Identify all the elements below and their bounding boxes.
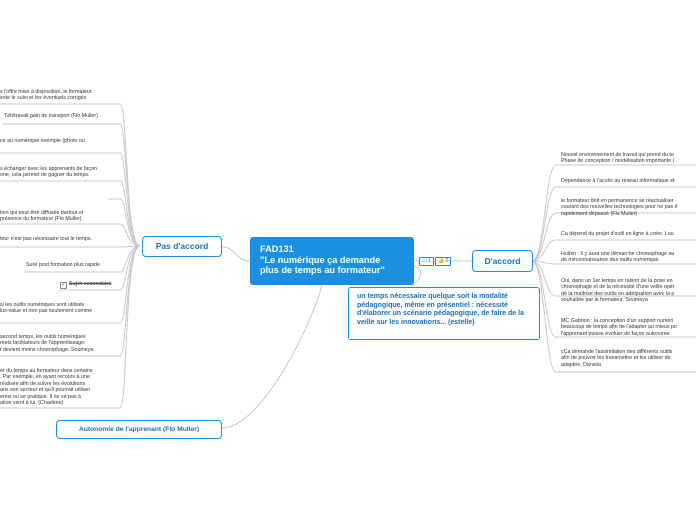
leaf-left-4[interactable]: s échanger avec les apprenants de façon one, cela permet de gagner du temps. bbox=[0, 166, 97, 179]
leaf-right-3[interactable]: le formateur doit en permanence se réactualiser courant des nouvelles technologies pour ne pas ê rapidement dépassé (Flo Muller) bbox=[561, 198, 678, 217]
leaf-right-4[interactable]: Ca dépend du projet d'outil en ligne à créer. Lou bbox=[561, 231, 674, 237]
branch-daccord[interactable]: D'accord bbox=[472, 250, 533, 272]
callout-note[interactable]: un temps nécessaire quelque soit la modalité pédagogique, même en présentiel : nécessité d'élaborer un scénario pédagogique, de faire de la veille sur les innovations... (estelle) bbox=[348, 287, 540, 340]
checkbox-checked-icon[interactable]: ✓ bbox=[61, 282, 66, 288]
leaf-left-11[interactable]: er du temps au formateur dans certains . Par exemple, en ayant recours à une réalisée afin de suivre les évolutions ans son secteur et qu'il pourrait utiliser enus ou se pratique. Il ne va pas à ation vient à lui. (Charlène) bbox=[0, 368, 93, 407]
central-topic-line2: "Le numérique ça demande bbox=[260, 254, 381, 265]
leaf-left-9[interactable]: si les outils numériques sont utilisés lus-value et non pas seulement comme bbox=[0, 302, 93, 315]
leaf-right-2[interactable]: Dépendance à l'accès au réseau informatique et bbox=[561, 178, 675, 184]
comment-count-badge[interactable] bbox=[419, 257, 434, 266]
leaf-left-5[interactable]: tion qui peut être diffusée partout et présence du formateur (Flo Muller) bbox=[0, 210, 84, 223]
leaf-right-1[interactable]: Nouvel environnement de travail qui prend du te Phase de conception / modélisation importante ( bbox=[561, 152, 675, 165]
central-topic-line3: plus de temps au formateur" bbox=[260, 265, 385, 275]
leaf-left-2[interactable]: Télétravail gain de transport (Flo Muller) bbox=[4, 113, 98, 119]
like-count-badge[interactable] bbox=[435, 257, 451, 266]
central-topic-line1: FAD131 bbox=[260, 244, 294, 254]
branch-pas-daccord[interactable]: Pas d'accord bbox=[142, 236, 222, 257]
central-topic[interactable] bbox=[250, 237, 414, 285]
thumbs-up-icon: 👍 bbox=[438, 258, 445, 264]
comment-count: 1 bbox=[428, 258, 431, 264]
leaf-left-7[interactable]: Suivi post formation plus rapide bbox=[26, 262, 100, 268]
leaf-right-8[interactable]: cÇa demande l'assimilation des différents outils afin de pouvoir les transmettre et les utiliser de adaptée, Daniela bbox=[561, 349, 673, 368]
comment-icon: ▭ bbox=[422, 258, 427, 264]
leaf-right-6[interactable]: Oui, dans un 1er temps en raison de la prise en chronophage et de la nécessité d'une veille opér de la maîtrise des outils en adéquation avec la p souhaitée par le formateur. Soumeya bbox=[561, 278, 675, 304]
leaf-left-8[interactable]: Sujet secondaire bbox=[69, 281, 112, 287]
leaf-right-5[interactable]: Huibin : Il y aura une démarche chronophage au de méconnaissance des outils numérique. bbox=[561, 251, 675, 264]
branch-autonomie[interactable]: Autonomie de l'apprenant (Flo Muller) bbox=[56, 420, 222, 439]
leaf-right-7[interactable]: MC Gabrion : la conception d'un support numéri beaucoup de temps afin de l'adapter au mieux po l'apprenant puisse évoluer de façon autonome bbox=[561, 318, 677, 337]
leaf-left-10[interactable]: second temps, les outils numériques réels facilitateurs de l'apprentissage. t devient moins chronophage. Soumeya bbox=[0, 334, 94, 353]
leaf-left-6[interactable]: teur n'est pas nécessaire tout le temps. bbox=[0, 236, 92, 242]
like-count: 0 bbox=[445, 258, 449, 264]
leaf-left-3[interactable]: ce au numérique exemple (photo ou bbox=[0, 138, 85, 144]
leaf-left-1[interactable]: s l'offre mise à disposition, le formateur este le suivi et les éventuels corrigés bbox=[0, 89, 92, 102]
